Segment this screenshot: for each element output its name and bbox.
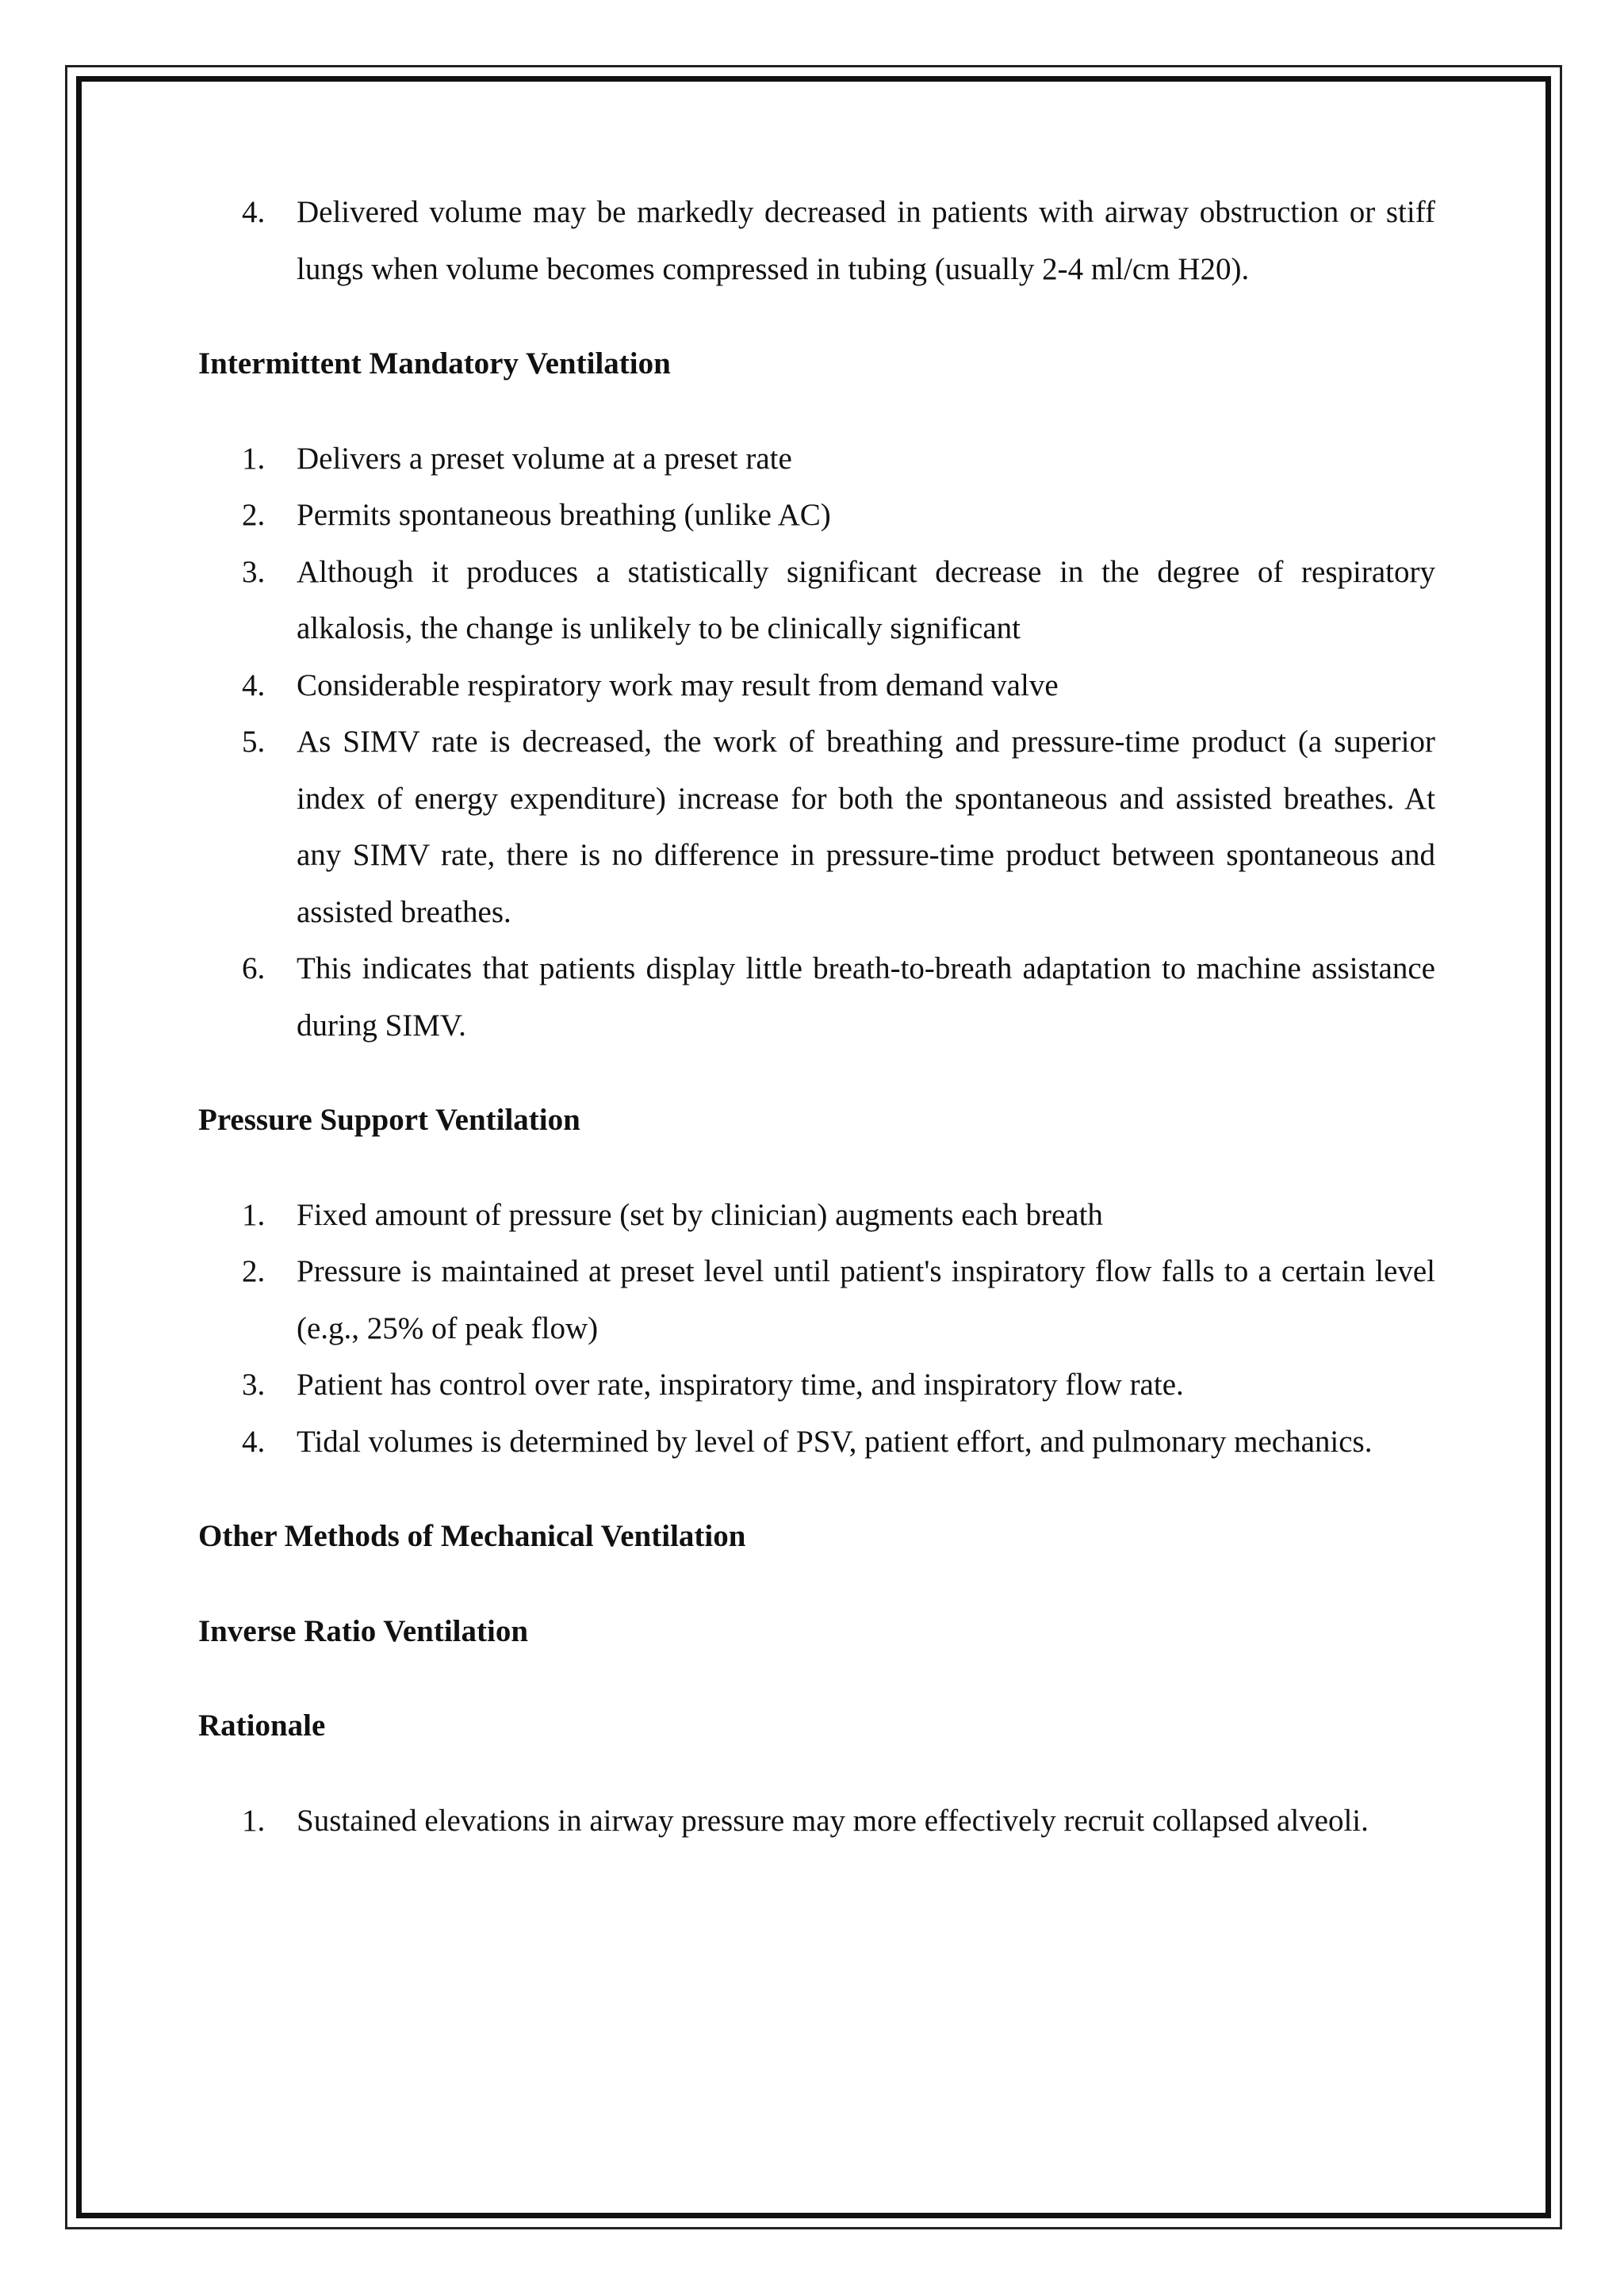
list-item: 1. Delivers a preset volume at a preset rate: [242, 441, 792, 476]
list-imv: [198, 430, 1435, 1054]
list-rationale: [198, 1793, 1435, 1850]
list-item: 4. Considerable respiratory work may result from demand valve: [242, 668, 1059, 702]
list-item: 3. Although it produces a statistically significant decrease in the degree of respiratory alkalosis, the change is unlikely to be clinically significant: [242, 554, 1435, 645]
section-heading-imv: Intermittent Mandatory Ventilation: [198, 346, 671, 381]
list-item: 4. Tidal volumes is determined by level of PSV, patient effort, and pulmonary mechanics.: [242, 1424, 1373, 1459]
list-item: 4. Delivered volume may be markedly decreased in patients with airway obstruction or stiff lungs when volume becomes compressed in tubing (usually 2-4 ml/cm H20).: [242, 195, 1435, 286]
list-item: 6. This indicates that patients display little breath-to-breath adaptation to machine assistance during SIMV.: [242, 951, 1435, 1043]
section-heading-psv: Pressure Support Ventilation: [198, 1103, 580, 1137]
list-psv: [198, 1187, 1435, 1471]
list-item: 3. Patient has control over rate, inspiratory time, and inspiratory flow rate.: [242, 1368, 1184, 1402]
list-item: 1. Fixed amount of pressure (set by clinician) augments each breath: [242, 1197, 1103, 1232]
list-item: 2. Pressure is maintained at preset level until patient's inspiratory flow falls to a certain level (e.g., 25% of peak flow): [242, 1254, 1435, 1345]
list-item: 5. As SIMV rate is decreased, the work of breathing and pressure-time product (a superior index of energy expenditure) increase for both the spontaneous and assisted breathes. At any SIMV rate, there is no difference in pressure-time product between spontaneous and assisted breathes.: [242, 725, 1435, 929]
section-heading-irv: Inverse Ratio Ventilation: [198, 1613, 529, 1648]
section-heading-other-methods: Other Methods of Mechanical Ventilation: [198, 1519, 746, 1553]
list-item: 1. Sustained elevations in airway pressure may more effectively recruit collapsed alveoli.: [242, 1803, 1369, 1838]
document-body: [198, 184, 1435, 1849]
list-continued: [198, 184, 1435, 297]
list-item: 2. Permits spontaneous breathing (unlike AC): [242, 498, 831, 532]
section-heading-rationale: Rationale: [198, 1709, 326, 1743]
